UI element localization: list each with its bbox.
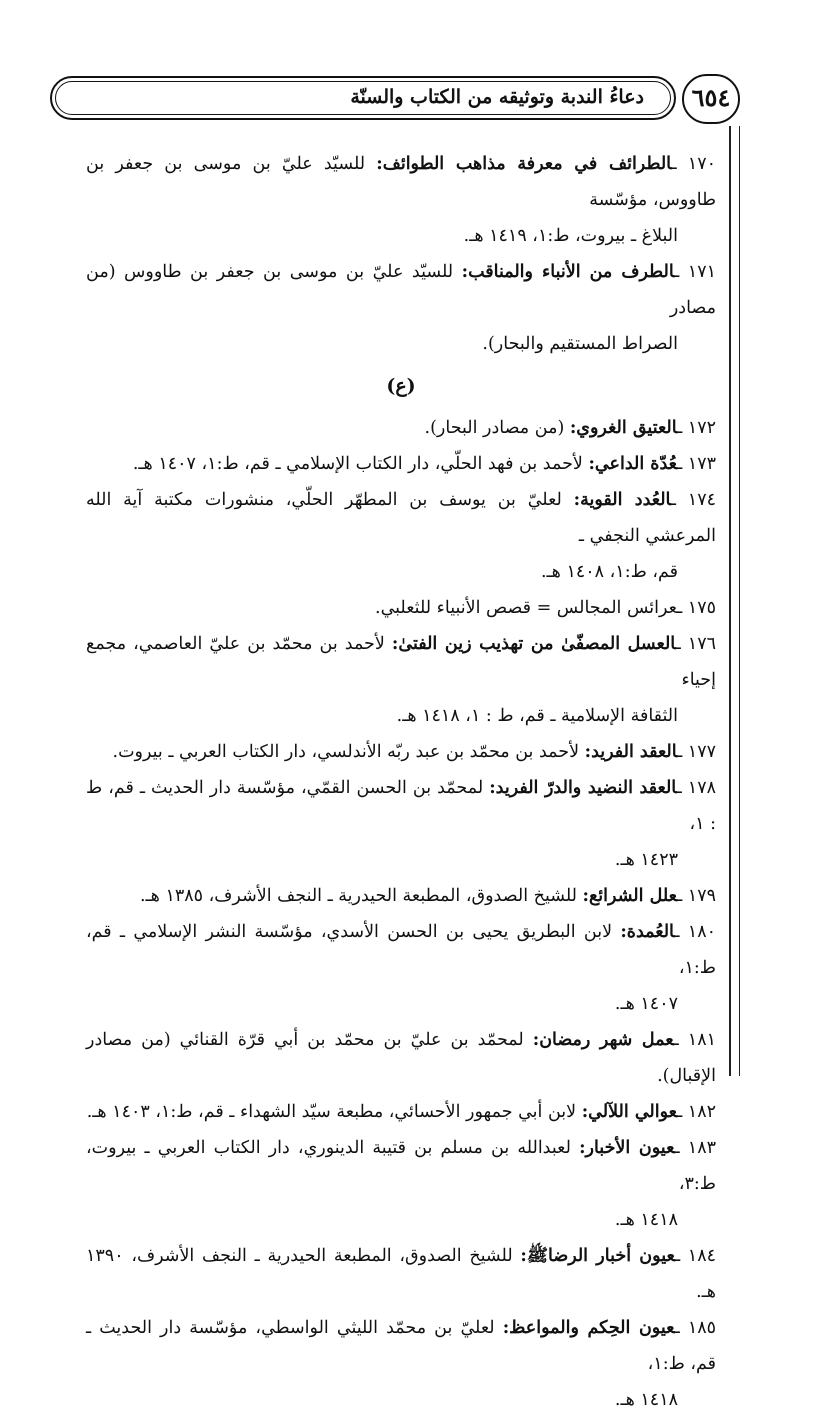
bibliography-entry bbox=[86, 1310, 716, 1418]
bibliography-entry bbox=[86, 626, 716, 734]
entry-number: ١٧٥ ـ bbox=[677, 598, 716, 618]
bibliography-entry bbox=[86, 1094, 716, 1130]
bibliography-entry bbox=[86, 1130, 716, 1238]
entry-title: عيون الحِكم والمواعظ: bbox=[502, 1318, 675, 1338]
entry-title: عُدّة الداعي: bbox=[588, 454, 678, 474]
entry-number: ١٧٠ ـ bbox=[671, 154, 716, 174]
bibliography-entry bbox=[86, 446, 716, 482]
entry-continuation: ١٤٠٧ هـ. bbox=[614, 994, 678, 1014]
running-title: دعاءُ الندبة وتوثيقه من الكتاب والسنّة bbox=[350, 86, 644, 108]
entry-details: لمحمّد بن عليّ بن محمّد بن أبي قرّة القنائي (من مصادر الإقبال). bbox=[86, 1030, 716, 1086]
entry-details: للسيّد عليّ بن موسى بن جعفر بن طاووس، مؤسّسة bbox=[86, 154, 716, 210]
entry-number: ١٨٥ ـ bbox=[674, 1318, 717, 1338]
entry-details: عرائس المجالس = قصص الأنبياء للثعلبي. bbox=[375, 598, 678, 618]
entry-title: العقد الفريد: bbox=[584, 742, 678, 762]
page-number-frame bbox=[682, 74, 740, 124]
title-frame bbox=[50, 76, 676, 120]
section-letter: (ع) bbox=[386, 375, 416, 397]
entry-continuation: البلاغ ـ بيروت، ط:١، ١٤١٩ هـ. bbox=[463, 226, 678, 246]
entry-details: لعليّ بن محمّد الليثي الواسطي، مؤسّسة دار الحديث ـ قم، ط:١، bbox=[86, 1318, 716, 1374]
entry-number: ١٨١ ـ bbox=[673, 1030, 716, 1050]
entry-number: ١٨٣ ـ bbox=[674, 1138, 716, 1158]
entry-continuation: ١٤١٨ هـ. bbox=[614, 1210, 678, 1230]
entry-number: ١٧٨ ـ bbox=[676, 778, 716, 798]
entry-continuation: قم، ط:١، ١٤٠٨ هـ. bbox=[540, 562, 678, 582]
entry-number: ١٧١ ـ bbox=[674, 262, 716, 282]
entry-number: ١٧٩ ـ bbox=[677, 886, 716, 906]
entry-details: لأحمد بن محمّد بن عليّ العاصمي، مجمع إحياء bbox=[86, 634, 716, 690]
entry-number: ١٧٣ ـ bbox=[677, 454, 716, 474]
entry-continuation: الثقافة الإسلامية ـ قم، ط : ١، ١٤١٨ هـ. bbox=[396, 706, 678, 726]
entry-title: العُمدة: bbox=[620, 922, 675, 942]
entry-details: لابن البطريق يحيى بن الحسن الأسدي، مؤسّسة النشر الإسلامي ـ قم، ط:١، bbox=[86, 922, 716, 978]
entry-continuation: ١٤١٨ هـ. bbox=[614, 1390, 678, 1410]
page-number: ٦٥٤ bbox=[691, 83, 731, 112]
entry-number: ١٨٢ ـ bbox=[677, 1102, 716, 1122]
bibliography-list bbox=[86, 146, 716, 1418]
bibliography-entry bbox=[86, 1238, 716, 1310]
entry-title: الطرف من الأنباء والمناقب: bbox=[461, 262, 675, 282]
entries-group bbox=[86, 146, 716, 362]
entry-title: عيون أخبار الرضاﷺ: bbox=[520, 1246, 675, 1266]
bibliography-entry bbox=[86, 914, 716, 1022]
entry-title: العُدد القوية: bbox=[573, 490, 671, 510]
entry-number: ١٨٤ ـ bbox=[674, 1246, 716, 1266]
margin-rule bbox=[739, 126, 740, 1076]
entry-details: لأحمد بن محمّد بن عبد ربّه الأندلسي، دار الكتاب العربي ـ بيروت. bbox=[112, 742, 585, 762]
bibliography-entry bbox=[86, 734, 716, 770]
bibliography-entry bbox=[86, 482, 716, 590]
bibliography-entry bbox=[86, 410, 716, 446]
entry-title: الطرائف في معرفة مذاهب الطوائف: bbox=[376, 154, 672, 174]
entry-number: ١٧٤ ـ bbox=[670, 490, 716, 510]
entry-title: عمل شهر رمضان: bbox=[532, 1030, 674, 1050]
entry-title: العسل المصفّىٰ من تهذيب زين الفتىٰ: bbox=[391, 634, 676, 654]
bibliography-entry bbox=[86, 590, 716, 626]
entry-details: لأحمد بن فهد الحلّي، دار الكتاب الإسلامي ـ قم، ط:١، ١٤٠٧ هـ. bbox=[132, 454, 589, 474]
entry-continuation: ١٤٢٣ هـ. bbox=[614, 850, 678, 870]
entry-number: ١٨٠ ـ bbox=[674, 922, 716, 942]
entry-details: للشيخ الصدوق، المطبعة الحيدرية ـ النجف الأشرف، ١٣٨٥ هـ. bbox=[139, 886, 583, 906]
bibliography-entry bbox=[86, 146, 716, 254]
running-header bbox=[50, 74, 740, 124]
entry-details: للسيّد عليّ بن موسى بن جعفر بن طاووس (من مصادر bbox=[86, 262, 716, 318]
margin-rule bbox=[729, 126, 731, 1076]
bibliography-entry bbox=[86, 1022, 716, 1094]
entry-number: ١٧٢ ـ bbox=[677, 418, 716, 438]
entry-title: علل الشرائع: bbox=[582, 886, 678, 906]
bibliography-entry bbox=[86, 878, 716, 914]
entry-continuation: الصراط المستقيم والبحار). bbox=[482, 334, 678, 354]
entry-details: لابن أبي جمهور الأحسائي، مطبعة سيّد الشهداء ـ قم، ط:١، ١٤٠٣ هـ. bbox=[86, 1102, 582, 1122]
entry-title: العتيق الغروي: bbox=[569, 418, 678, 438]
entry-details: لعليّ بن يوسف بن المطهّر الحلّي، منشورات مكتبة آية الله المرعشي النجفي ـ bbox=[86, 490, 716, 546]
bibliography-entry bbox=[86, 770, 716, 878]
entry-details: للشيخ الصدوق، المطبعة الحيدرية ـ النجف الأشرف، ١٣٩٠ هـ. bbox=[86, 1246, 716, 1302]
entry-details: (من مصادر البحار). bbox=[424, 418, 570, 438]
bibliography-entry bbox=[86, 254, 716, 362]
entry-number: ١٧٧ ـ bbox=[677, 742, 716, 762]
entry-details: لمحمّد بن الحسن القمّي، مؤسّسة دار الحديث ـ قم، ط : ١، bbox=[86, 778, 716, 834]
entry-title: عيون الأخبار: bbox=[579, 1138, 675, 1158]
entry-number: ١٧٦ ـ bbox=[675, 634, 716, 654]
entry-title: العقد النضيد والدرّ الفريد: bbox=[489, 778, 677, 798]
entries-group bbox=[86, 410, 716, 1418]
entry-details: لعبدالله بن مسلم بن قتيبة الدينوري، دار الكتاب العربي ـ بيروت، ط:٣، bbox=[86, 1138, 716, 1194]
entry-title: عوالي اللآلي: bbox=[581, 1102, 678, 1122]
